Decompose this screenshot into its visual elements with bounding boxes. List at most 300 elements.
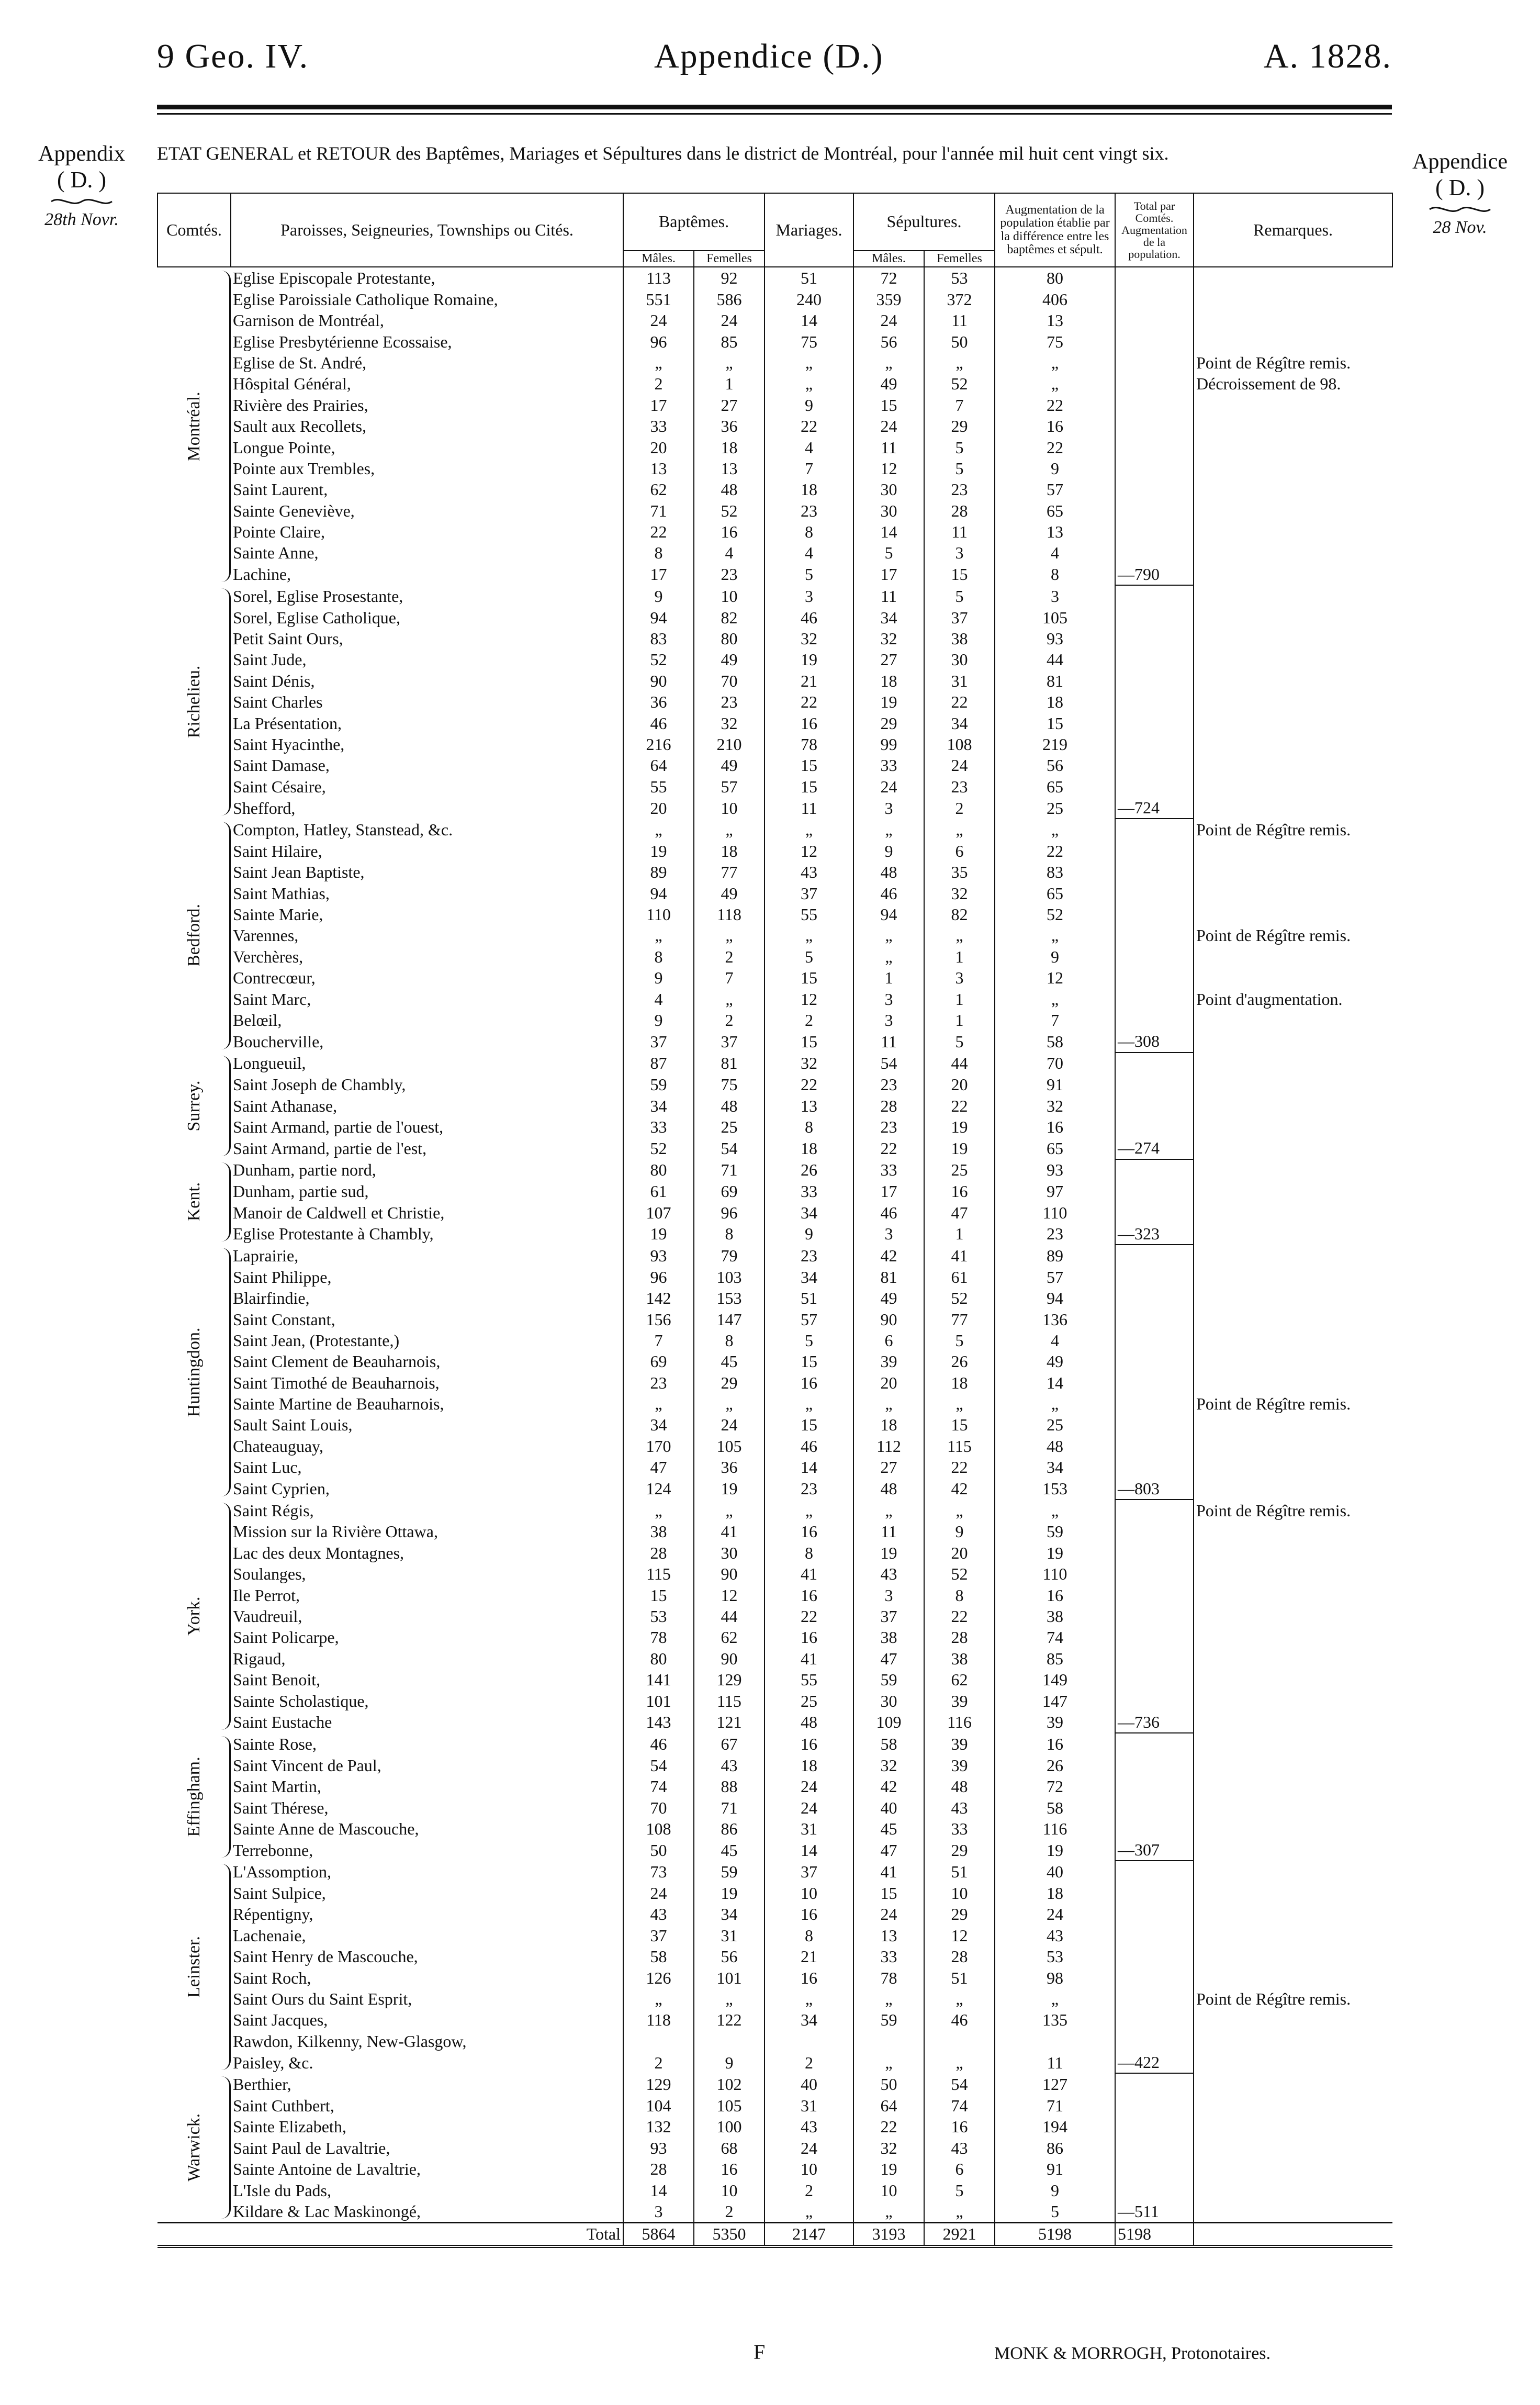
augmentation: 13 — [995, 521, 1115, 542]
baptemes-males: „ — [623, 925, 694, 946]
baptemes-males: 87 — [623, 1053, 694, 1074]
remark — [1194, 1776, 1392, 1797]
baptemes-males: 23 — [623, 1372, 694, 1393]
header-rule-thin — [157, 113, 1392, 115]
county-total: —308 — [1115, 1031, 1194, 1052]
parish-name: Pointe aux Trembles, — [233, 458, 375, 478]
sepultures-femelles: 6 — [924, 2158, 995, 2179]
county-total — [1115, 1308, 1194, 1329]
mariages: 43 — [765, 2116, 853, 2137]
augmentation: 65 — [995, 1137, 1115, 1159]
table-row — [158, 819, 1392, 840]
sepultures-males: 3 — [853, 1010, 924, 1031]
baptemes-femelles: 147 — [694, 1308, 765, 1329]
mariages: „ — [765, 373, 853, 394]
parish-name: Saint Henry de Mascouche, — [233, 1947, 418, 1966]
sepultures-males: 64 — [853, 2095, 924, 2116]
mariages: 5 — [765, 564, 853, 585]
sepultures-males: 11 — [853, 585, 924, 607]
header-right: A. 1828. — [1263, 37, 1392, 75]
remark — [1194, 1584, 1392, 1605]
remark — [1194, 2052, 1392, 2073]
augmentation: 24 — [995, 1904, 1115, 1925]
remark — [1194, 1648, 1392, 1669]
baptemes-femelles: „ — [694, 352, 765, 373]
county-total — [1115, 776, 1194, 797]
sepultures-males: 24 — [853, 416, 924, 437]
augmentation: 80 — [995, 267, 1115, 288]
baptemes-males: „ — [623, 819, 694, 840]
table-row — [158, 1330, 1392, 1351]
table-row — [158, 1521, 1392, 1542]
sepultures-femelles: 61 — [924, 1267, 995, 1288]
county-cell — [158, 819, 231, 1052]
county-total — [1115, 1818, 1194, 1839]
baptemes-femelles: 10 — [694, 585, 765, 607]
baptemes-males: 115 — [623, 1563, 694, 1584]
mariages: 9 — [765, 1223, 853, 1245]
table-row — [158, 1053, 1392, 1074]
sepultures-femelles: 37 — [924, 607, 995, 628]
mariages: 7 — [765, 458, 853, 479]
remark — [1194, 2009, 1392, 2030]
col-sepultures-femelles: Femelles — [924, 251, 995, 267]
table-row — [158, 585, 1392, 607]
sepultures-males: 47 — [853, 1839, 924, 1861]
county-total — [1115, 691, 1194, 712]
signatories: MONK & MORROGH, Protonotaires. — [994, 2344, 1271, 2363]
sepultures-males: 17 — [853, 1181, 924, 1202]
remark — [1194, 2031, 1392, 2052]
baptemes-males: 24 — [623, 1883, 694, 1904]
sepultures-femelles: 372 — [924, 289, 995, 310]
sepultures-femelles: 5 — [924, 1330, 995, 1351]
sepultures-femelles: 51 — [924, 1967, 995, 1988]
table-row — [158, 797, 1392, 819]
augmentation: 43 — [995, 1925, 1115, 1946]
mariages: 15 — [765, 1414, 853, 1435]
baptemes-males: 20 — [623, 797, 694, 819]
mariages: 8 — [765, 1542, 853, 1563]
remark — [1194, 1946, 1392, 1967]
county-name: Bedford. — [184, 904, 204, 967]
county-total — [1115, 1436, 1194, 1457]
county-name: Richelieu. — [184, 665, 204, 739]
remark — [1194, 479, 1392, 500]
augmentation: 49 — [995, 1351, 1115, 1372]
augmentation: 194 — [995, 2116, 1115, 2137]
baptemes-males: 141 — [623, 1669, 694, 1690]
augmentation: 149 — [995, 1669, 1115, 1690]
mariages: 55 — [765, 1669, 853, 1690]
remark: Point d'augmentation. — [1194, 988, 1392, 1009]
table-row — [158, 607, 1392, 628]
remark — [1194, 1521, 1392, 1542]
baptemes-males: 132 — [623, 2116, 694, 2137]
col-baptemes-males: Mâles. — [623, 251, 694, 267]
baptemes-femelles: 31 — [694, 1925, 765, 1946]
augmentation: 93 — [995, 628, 1115, 649]
augmentation: 5 — [995, 2201, 1115, 2223]
baptemes-femelles: 115 — [694, 1690, 765, 1711]
sepultures-males: „ — [853, 819, 924, 840]
swirl-ornament-icon — [1429, 203, 1491, 216]
augmentation: 59 — [995, 1521, 1115, 1542]
baptemes-femelles: 96 — [694, 1202, 765, 1223]
sepultures-males: 23 — [853, 1074, 924, 1095]
county-total — [1115, 1095, 1194, 1116]
parish-name: Sainte Martine de Beauharnois, — [233, 1394, 444, 1414]
sepultures-males: 47 — [853, 1648, 924, 1669]
baptemes-femelles: 2 — [694, 2201, 765, 2223]
sepultures-femelles: 116 — [924, 1712, 995, 1733]
sepultures-males: 90 — [853, 1308, 924, 1329]
parish-name: Saint Jacques, — [233, 2010, 328, 2030]
mariages: 24 — [765, 2138, 853, 2158]
county-total: —736 — [1115, 1712, 1194, 1733]
mariages: 33 — [765, 1181, 853, 1202]
sepultures-femelles: 16 — [924, 2116, 995, 2137]
mariages: 22 — [765, 691, 853, 712]
mariages: 48 — [765, 1712, 853, 1733]
augmentation: 12 — [995, 967, 1115, 988]
parish-name: Sault Saint Louis, — [233, 1415, 353, 1435]
baptemes-femelles: „ — [694, 1988, 765, 2009]
baptemes-males: „ — [623, 352, 694, 373]
augmentation: 23 — [995, 1223, 1115, 1245]
mariages: 8 — [765, 521, 853, 542]
remark — [1194, 2138, 1392, 2158]
totals-spacer — [158, 2223, 231, 2246]
parish-name: Sorel, Eglise Prosestante, — [233, 586, 403, 606]
table-row — [158, 1267, 1392, 1288]
augmentation: „ — [995, 352, 1115, 373]
parish-name: Ile Perrot, — [233, 1585, 300, 1605]
remark: Point de Régître remis. — [1194, 1393, 1392, 1414]
mariages: 16 — [765, 1584, 853, 1605]
augmentation: 58 — [995, 1797, 1115, 1818]
parish-name: Saint Armand, partie de l'ouest, — [233, 1117, 444, 1136]
sepultures-males: 32 — [853, 1755, 924, 1776]
baptemes-femelles: 9 — [694, 2052, 765, 2073]
county-total — [1115, 649, 1194, 670]
baptemes-males: 124 — [623, 1478, 694, 1499]
augmentation: 91 — [995, 1074, 1115, 1095]
county-total — [1115, 395, 1194, 416]
sepultures-males: „ — [853, 925, 924, 946]
parish-name: Saint Joseph de Chambly, — [233, 1075, 406, 1094]
parish-name: Saint Sulpice, — [233, 1884, 326, 1903]
mariages: 15 — [765, 1351, 853, 1372]
baptemes-femelles: 100 — [694, 2116, 765, 2137]
county-total — [1115, 734, 1194, 755]
county-total — [1115, 1563, 1194, 1584]
county-total — [1115, 352, 1194, 373]
table-row — [158, 479, 1392, 500]
table-row — [158, 967, 1392, 988]
sepultures-males: 3 — [853, 988, 924, 1009]
col-remarques: Remarques. — [1194, 193, 1392, 267]
augmentation: 406 — [995, 289, 1115, 310]
augmentation: 85 — [995, 1648, 1115, 1669]
table-row — [158, 1883, 1392, 1904]
parish-name: Laprairie, — [233, 1246, 299, 1265]
sepultures-femelles: 2 — [924, 797, 995, 819]
county-total — [1115, 1457, 1194, 1478]
county-total — [1115, 1116, 1194, 1137]
sepultures-femelles: 5 — [924, 2179, 995, 2200]
baptemes-femelles: 49 — [694, 649, 765, 670]
parish-name: Rawdon, Kilkenny, New-Glasgow, — [233, 2031, 467, 2051]
baptemes-males: 107 — [623, 1202, 694, 1223]
sepultures-femelles: 1 — [924, 946, 995, 967]
baptemes-femelles: 25 — [694, 1116, 765, 1137]
augmentation: 16 — [995, 1116, 1115, 1137]
table-row — [158, 1372, 1392, 1393]
county-total — [1115, 1181, 1194, 1202]
parish-name: Sainte Marie, — [233, 905, 323, 924]
county-total — [1115, 585, 1194, 607]
augmentation: 16 — [995, 416, 1115, 437]
augmentation: 18 — [995, 1883, 1115, 1904]
remark — [1194, 1414, 1392, 1435]
baptemes-femelles: 27 — [694, 395, 765, 416]
baptemes-males: 46 — [623, 712, 694, 733]
county-total — [1115, 1883, 1194, 1904]
remark — [1194, 691, 1392, 712]
sepultures-femelles: 28 — [924, 500, 995, 521]
augmentation: 44 — [995, 649, 1115, 670]
county-total — [1115, 1414, 1194, 1435]
sepultures-males: 99 — [853, 734, 924, 755]
augmentation: 97 — [995, 1181, 1115, 1202]
baptemes-males: 17 — [623, 395, 694, 416]
mariages: 75 — [765, 331, 853, 352]
baptemes-femelles: 92 — [694, 267, 765, 288]
county-cell — [158, 585, 231, 819]
parish-name: Saint Roch, — [233, 1968, 311, 1987]
table-row — [158, 712, 1392, 733]
baptemes-femelles: 90 — [694, 1563, 765, 1584]
remark — [1194, 437, 1392, 457]
baptemes-males: 8 — [623, 542, 694, 563]
parish-name: Varennes, — [233, 926, 299, 945]
parish-name: L'Assomption, — [233, 1862, 331, 1882]
mariages: 23 — [765, 500, 853, 521]
sepultures-femelles: 77 — [924, 1308, 995, 1329]
sepultures-males: 43 — [853, 1563, 924, 1584]
county-name: Montréal. — [184, 391, 204, 462]
sepultures-males: 3 — [853, 1584, 924, 1605]
table-row — [158, 734, 1392, 755]
parish-name: Saint Régis, — [233, 1501, 314, 1520]
sepultures-femelles: 5 — [924, 437, 995, 457]
mariages: 4 — [765, 542, 853, 563]
county-total — [1115, 883, 1194, 904]
county-total — [1115, 925, 1194, 946]
table-row — [158, 1116, 1392, 1137]
table-row — [158, 416, 1392, 437]
baptemes-males: 96 — [623, 331, 694, 352]
table-row — [158, 331, 1392, 352]
county-total — [1115, 1584, 1194, 1605]
table-row — [158, 2138, 1392, 2158]
baptemes-males: 15 — [623, 1584, 694, 1605]
parish-name: Rigaud, — [233, 1649, 286, 1668]
remark — [1194, 1330, 1392, 1351]
augmentation: 15 — [995, 712, 1115, 733]
augmentation: 4 — [995, 1330, 1115, 1351]
header-rule-thick — [157, 105, 1392, 109]
parish-name: Kildare & Lac Maskinongé, — [233, 2201, 421, 2221]
baptemes-males: 126 — [623, 1967, 694, 1988]
sepultures-males: 56 — [853, 331, 924, 352]
augmentation: 57 — [995, 479, 1115, 500]
remark — [1194, 1372, 1392, 1393]
augmentation: 7 — [995, 1010, 1115, 1031]
county-cell — [158, 2073, 231, 2222]
mariages: „ — [765, 1500, 853, 1521]
remark — [1194, 2179, 1392, 2200]
mariages: 34 — [765, 2009, 853, 2030]
parish-name: Saint Timothé de Beauharnois, — [233, 1373, 440, 1392]
baptemes-males: 2 — [623, 373, 694, 394]
mariages: 34 — [765, 1267, 853, 1288]
county-total — [1115, 1330, 1194, 1351]
sepultures-femelles: 8 — [924, 1584, 995, 1605]
augmentation: 9 — [995, 2179, 1115, 2200]
parish-name: Sorel, Eglise Catholique, — [233, 608, 400, 627]
county-total — [1115, 1648, 1194, 1669]
sepultures-femelles: 39 — [924, 1755, 995, 1776]
sepultures-males: 109 — [853, 1712, 924, 1733]
mariages: 16 — [765, 712, 853, 733]
mariages: 16 — [765, 1627, 853, 1648]
county-total — [1115, 1967, 1194, 1988]
sepultures-males: 81 — [853, 1267, 924, 1288]
county-total — [1115, 1010, 1194, 1031]
remark — [1194, 1288, 1392, 1308]
sepultures-males: 49 — [853, 1288, 924, 1308]
sepultures-femelles: 39 — [924, 1690, 995, 1711]
sepultures-femelles: 29 — [924, 416, 995, 437]
parish-name: Sainte Geneviève, — [233, 501, 355, 520]
augmentation: 56 — [995, 755, 1115, 776]
parish-name: Shefford, — [233, 798, 296, 818]
baptemes-femelles: 44 — [694, 1606, 765, 1627]
margin-note-left — [3, 141, 160, 230]
baptemes-femelles: 12 — [694, 1584, 765, 1605]
county-total — [1115, 2179, 1194, 2200]
baptemes-males: 71 — [623, 500, 694, 521]
baptemes-males: 83 — [623, 628, 694, 649]
mariages: 43 — [765, 862, 853, 882]
table-row — [158, 691, 1392, 712]
mariages: 24 — [765, 1797, 853, 1818]
remark — [1194, 542, 1392, 563]
table-row — [158, 2031, 1392, 2052]
baptemes-femelles: 2 — [694, 946, 765, 967]
parish-name: Saint Jude, — [233, 650, 307, 669]
mariages: 34 — [765, 1202, 853, 1223]
sepultures-femelles: 22 — [924, 1606, 995, 1627]
sepultures-femelles: 22 — [924, 1457, 995, 1478]
baptemes-males: „ — [623, 1500, 694, 1521]
remark: Point de Régître remis. — [1194, 819, 1392, 840]
augmentation: 91 — [995, 2158, 1115, 2179]
sepultures-femelles: 19 — [924, 1116, 995, 1137]
parish-name: Paisley, &c. — [233, 2053, 313, 2072]
county-total — [1115, 755, 1194, 776]
sepultures-femelles: 23 — [924, 776, 995, 797]
table-row — [158, 1563, 1392, 1584]
county-total — [1115, 542, 1194, 563]
baptemes-males: 54 — [623, 1755, 694, 1776]
table-row — [158, 2201, 1392, 2223]
county-name: Surrey. — [184, 1080, 204, 1132]
augmentation: 65 — [995, 883, 1115, 904]
sepultures-femelles: 15 — [924, 564, 995, 585]
parish-name: Saint Cyprien, — [233, 1479, 330, 1498]
augmentation: 110 — [995, 1202, 1115, 1223]
remark — [1194, 670, 1392, 691]
totals-remark — [1194, 2223, 1392, 2246]
baptemes-males: 3 — [623, 2201, 694, 2223]
augmentation: 65 — [995, 776, 1115, 797]
table-row — [158, 2052, 1392, 2073]
sepultures-femelles: 22 — [924, 691, 995, 712]
baptemes-femelles: 59 — [694, 1861, 765, 1882]
table-row — [158, 925, 1392, 946]
total-baptemes-males: 5864 — [623, 2223, 694, 2246]
parish-name: Saint Luc, — [233, 1458, 302, 1477]
remark — [1194, 2158, 1392, 2179]
county-total — [1115, 607, 1194, 628]
parish-name: Dunham, partie sud, — [233, 1182, 369, 1201]
baptemes-femelles: 71 — [694, 1159, 765, 1181]
table-row — [158, 437, 1392, 457]
baptemes-femelles: 24 — [694, 310, 765, 331]
parish-name: Saint Cuthbert, — [233, 2096, 334, 2115]
sepultures-femelles: 11 — [924, 521, 995, 542]
remark — [1194, 1883, 1392, 1904]
parish-name: Saint Jean Baptiste, — [233, 863, 365, 882]
augmentation: 57 — [995, 1267, 1115, 1288]
county-name: Huntingdon. — [184, 1327, 204, 1417]
augmentation: „ — [995, 988, 1115, 1009]
sepultures-males: 50 — [853, 2073, 924, 2095]
sepultures-femelles: 3 — [924, 542, 995, 563]
table-row — [158, 1669, 1392, 1690]
mariages: 5 — [765, 1330, 853, 1351]
county-total — [1115, 1988, 1194, 2009]
baptemes-femelles: 34 — [694, 1904, 765, 1925]
brace-icon — [218, 271, 231, 582]
remark — [1194, 1755, 1392, 1776]
baptemes-males: „ — [623, 1988, 694, 2009]
county-total — [1115, 904, 1194, 925]
baptemes-males: 47 — [623, 1457, 694, 1478]
baptemes-femelles: 32 — [694, 712, 765, 733]
augmentation: 83 — [995, 862, 1115, 882]
augmentation: 18 — [995, 691, 1115, 712]
sepultures-males: „ — [853, 1500, 924, 1521]
table-row — [158, 267, 1392, 288]
baptemes-femelles: 68 — [694, 2138, 765, 2158]
parish-name: Saint Constant, — [233, 1310, 335, 1329]
augmentation: 74 — [995, 1627, 1115, 1648]
table-row — [158, 564, 1392, 585]
